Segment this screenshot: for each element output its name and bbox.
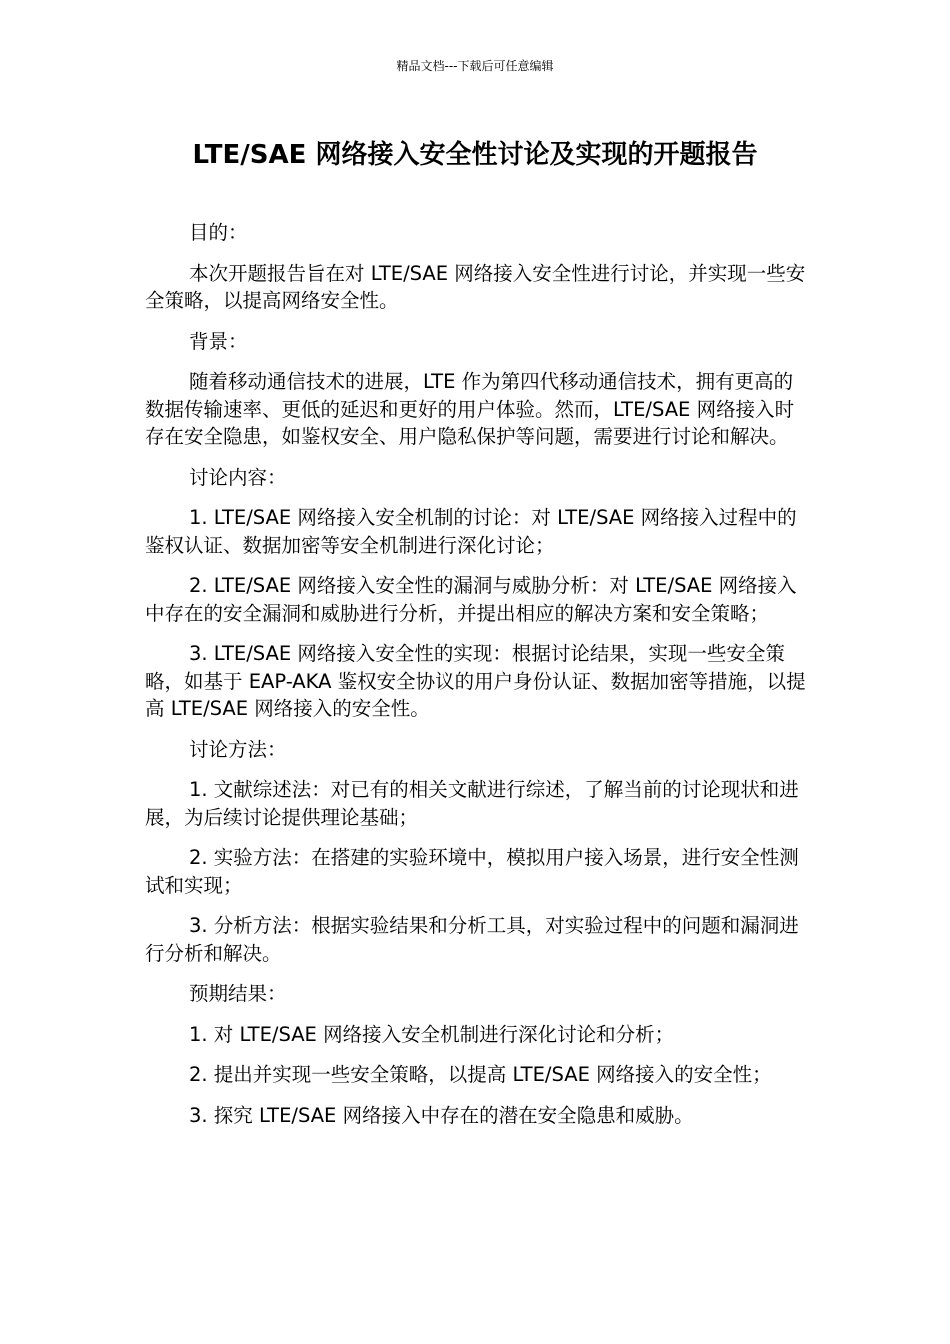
section-heading-discussion-content: 讨论内容： [189, 465, 287, 489]
method-item-3: 3. 分析方法：根据实验结果和分析工具，对实验过程中的问题和漏洞进行分析和解决。 [145, 914, 799, 965]
section-heading-expected-results: 预期结果： [189, 982, 287, 1005]
paragraph-purpose: 本次开题报告旨在对 LTE/SAE 网络接入安全性进行讨论，并实现一些安全策略，以提高网络安全性。 [145, 261, 806, 312]
method-item-2: 2. 实验方法：在搭建的实验环境中，模拟用户接入场景，进行安全性测试和实现； [145, 846, 799, 897]
expected-result-item-1: 1. 对 LTE/SAE 网络接入安全机制进行深化讨论和分析； [189, 1022, 675, 1046]
discussion-content-item-1: 1. LTE/SAE 网络接入安全机制的讨论：对 LTE/SAE 网络接入过程中的鉴权认证、数据加密等安全机制进行深化讨论； [145, 506, 797, 557]
page-header-watermark: 精品文档---下载后可任意编辑 [396, 59, 554, 73]
expected-result-item-2: 2. 提出并实现一些安全策略，以提高 LTE/SAE 网络接入的安全性； [189, 1063, 772, 1086]
discussion-content-item-2: 2. LTE/SAE 网络接入安全性的漏洞与威胁分析：对 LTE/SAE 网络接入中存在的安全漏洞和威胁进行分析，并提出相应的解决方案和安全策略； [145, 574, 797, 625]
discussion-content-item-3: 3. LTE/SAE 网络接入安全性的实现：根据讨论结果，实现一些安全策略，如基于 EAP-AKA 鉴权安全协议的用户身份认证、数据加密等措施，以提高 LTE/SAE 网络接入的安全性。 [145, 642, 806, 720]
document-body [145, 219, 810, 1142]
section-heading-purpose: 目的： [189, 221, 248, 244]
method-item-1: 1. 文献综述法：对已有的相关文献进行综述，了解当前的讨论现状和进展，为后续讨论提供理论基础； [145, 778, 799, 829]
expected-result-item-3: 3. 探究 LTE/SAE 网络接入中存在的潜在安全隐患和威胁。 [189, 1103, 694, 1127]
section-heading-methods: 讨论方法： [189, 737, 287, 761]
document-title: LTE/SAE 网络接入安全性讨论及实现的开题报告 [192, 140, 758, 170]
section-heading-background: 背景： [189, 329, 248, 353]
paragraph-background: 随着移动通信技术的进展，LTE 作为第四代移动通信技术，拥有更高的数据传输速率、更低的延迟和更好的用户体验。然而，LTE/SAE 网络接入时存在安全隐患，如鉴权安全、用户隐私保护等问题，需要进行讨论和解决。 [145, 370, 795, 448]
